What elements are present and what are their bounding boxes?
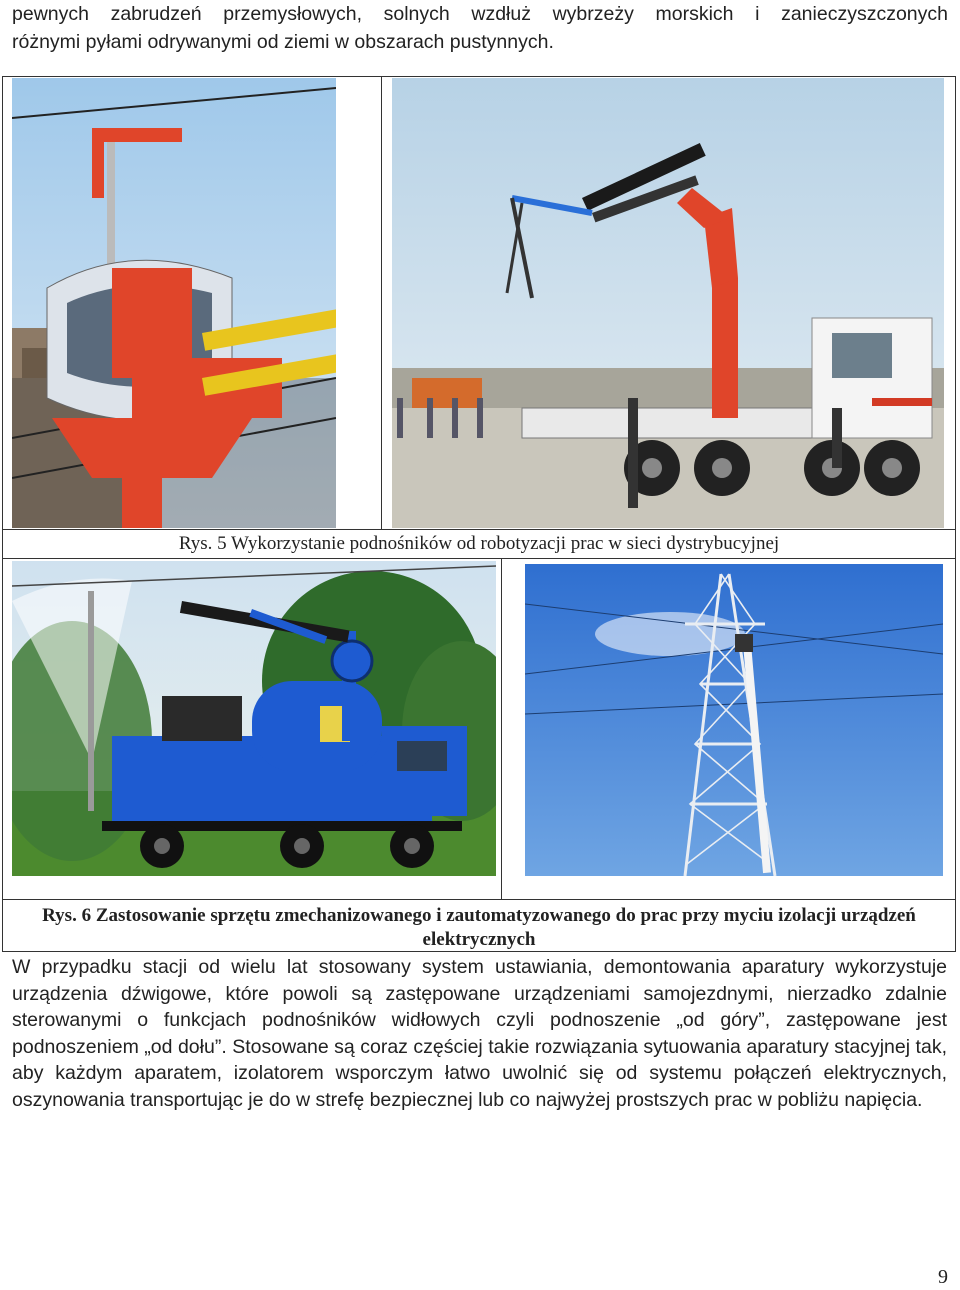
photo-washing-truck [12, 561, 496, 876]
intro-line-2: różnymi pyłami odrywanymi od ziemi w obszarach pustynnych. [12, 31, 554, 53]
figure-5-caption: Rys. 5 Wykorzystanie podnośników od robotyzacji prac w sieci dystrybucyjnej [178, 533, 780, 554]
photo-robotic-arm [12, 78, 336, 528]
page-number: 9 [938, 1266, 948, 1288]
intro-line-1: pewnych zabrudzeń przemysłowych, solnych wzdłuż wybrzeży morskich i zanieczyszczonych [12, 3, 948, 25]
figure-table [2, 76, 956, 952]
figure-6-caption: Rys. 6 Zastosowanie sprzętu zmechanizowanego i zautomatyzowanego do prac przy myciu izolacji urządzeń elektrycznych [42, 905, 916, 950]
body-paragraph: W przypadku stacji od wielu lat stosowany system ustawiania, demontowania aparatury wykorzystuje urządzenia dźwigowe, które powoli są zastępowane urządzeniami samojezdnymi, nierzadko zdalnie sterowanymi o funkcjach podnośników widłowych czyli podnoszenie „od góry”, zastępowane jest podnoszeniem „od dołu”. Stosowane są coraz częściej takie rozwiązania sytuowania aparatury stacyjnej tak, aby każdym aparatem, izolatorem wsporczym łatwo uwolnić się od systemu połączeń elektrycznych, oszynowania transportując je do w strefę bezpiecznej lub co najwyżej prostszych prac w pobliżu napięcia. [12, 956, 947, 1111]
photo-tower-washing [525, 564, 943, 876]
photo-crane-truck [392, 78, 944, 528]
intro-paragraph [12, 0, 948, 56]
